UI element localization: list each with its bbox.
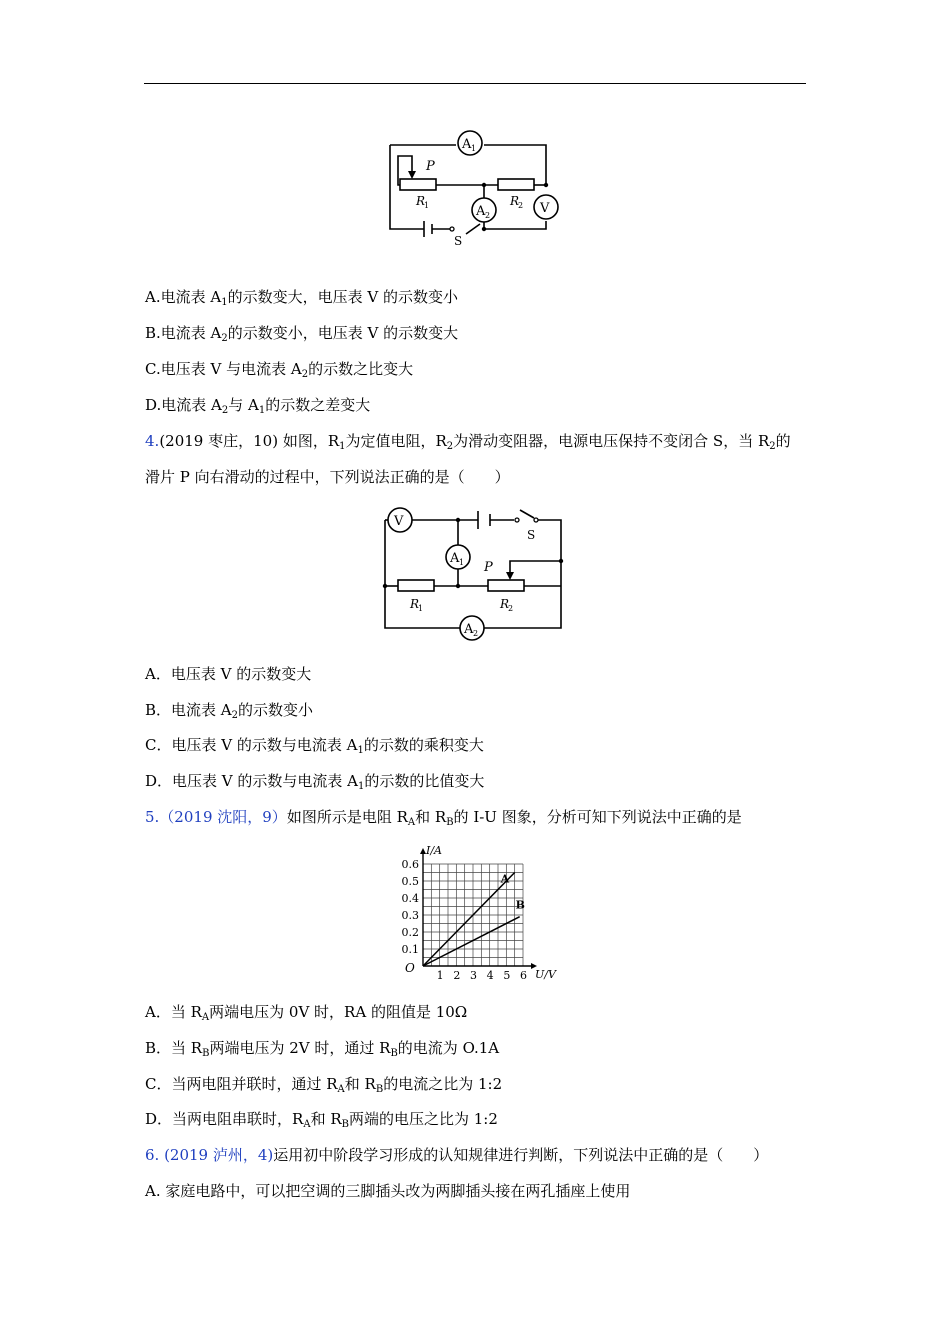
x-tick-label: 5: [503, 969, 511, 982]
q4-r1-resistor: [398, 580, 434, 591]
q5-option-c: C．当两电阻并联时，通过 $R_A$和 $R_B$的电流之比为 1:2: [145, 1075, 503, 1095]
y-tick-label: 0.6: [401, 858, 419, 871]
q5-option-b: B．当 $R_B$两端电压为 2V 时，通过 $R_B$的电流为 O.1A: [145, 1039, 500, 1059]
y-tick-label: 0.4: [401, 892, 419, 905]
x-tick-label: 6: [520, 969, 527, 982]
q5-option-d: D．当两电阻串联时，$R_A$和 $R_B$两端的电压之比为 1:2: [145, 1110, 498, 1130]
y-axis-label: I/A: [426, 844, 442, 857]
svg-text:R: R: [410, 597, 420, 611]
q4-r2-resistor: [488, 580, 524, 591]
svg-text:2: 2: [508, 604, 514, 613]
svg-text:A: A: [476, 204, 486, 219]
svg-text:R: R: [510, 194, 520, 208]
svg-text:2: 2: [485, 211, 491, 220]
q4-option-b: B．电流表 $A_2$的示数变小: [145, 701, 314, 721]
x-tick-label: 3: [470, 969, 477, 982]
svg-text:S: S: [527, 528, 536, 542]
x-tick-label: 2: [453, 969, 461, 982]
q5-stem: 5.（2019 沈阳，9）如图所示是电阻 $R_A$和 $R_B$的 I-U 图象，分析可知下列说法中正确的是: [145, 808, 742, 828]
svg-text:1: 1: [418, 604, 424, 613]
x-axis-label: U/V: [535, 968, 556, 981]
x-tick-label: 1: [436, 969, 444, 982]
q4-option-c: C．电压表 V 的示数与电流表 $A_1$的示数的乘积变大: [145, 736, 484, 756]
series-label-a: A: [500, 872, 510, 886]
q3-circuit-diagram: [380, 125, 570, 250]
header-rule: [144, 83, 806, 84]
svg-text:A: A: [462, 137, 472, 152]
q3-r2-resistor: [498, 179, 534, 190]
origin-label: O: [405, 961, 415, 975]
svg-text:R: R: [500, 597, 510, 611]
q4-circuit-diagram: [380, 505, 570, 645]
y-tick-label: 0.5: [401, 875, 419, 888]
svg-text:R: R: [416, 194, 426, 208]
svg-text:A: A: [464, 622, 474, 637]
q5-iu-chart: [395, 843, 555, 988]
q4-stem-line1: 4.(2019 枣庄，10) 如图，$R_1$为定值电阻，$R_2$为滑动变阻器，电源电压保持不变闭合 S，当 $R_2$的: [145, 432, 791, 452]
y-tick-label: 0.1: [401, 943, 419, 956]
q5-option-a: A．当 $R_A$两端电压为 0V 时，RA 的阻值是 10Ω: [145, 1003, 468, 1023]
svg-text:2: 2: [518, 201, 524, 210]
svg-text:2: 2: [473, 629, 479, 638]
y-tick-label: 0.2: [401, 926, 419, 939]
q4-option-d: D．电压表 V 的示数与电流表 $A_1$的示数的比值变大: [145, 772, 485, 792]
q4-stem-line2: 滑片 P 向右滑动的过程中，下列说法正确的是（ ）: [145, 468, 510, 486]
svg-text:V: V: [540, 201, 550, 216]
svg-text:1: 1: [424, 201, 430, 210]
q3-r1-resistor: [400, 179, 436, 190]
q3-option-c: C.电压表 V 与电流表 $A_2$的示数之比变大: [145, 360, 414, 380]
series-line-b: [423, 917, 520, 966]
q4-option-a: A．电压表 V 的示数变大: [145, 665, 312, 683]
series-line-a: [423, 873, 515, 967]
series-label-b: B: [515, 898, 525, 912]
q3-option-d: D.电流表 $A_2$与 $A_1$的示数之差变大: [145, 396, 371, 416]
svg-text:1: 1: [471, 144, 477, 153]
svg-text:S: S: [454, 234, 463, 248]
x-tick-label: 4: [486, 969, 494, 982]
svg-text:A: A: [450, 551, 460, 566]
q6-stem: 6. (2019 泸州，4)运用初中阶段学习形成的认知规律进行判断，下列说法中正确的是（ ）: [145, 1146, 769, 1164]
svg-text:1: 1: [459, 558, 465, 567]
q6-option-a: A. 家庭电路中，可以把空调的三脚插头改为两脚插头接在两孔插座上使用: [145, 1182, 631, 1200]
y-tick-label: 0.3: [401, 909, 419, 922]
svg-text:V: V: [394, 514, 404, 529]
svg-text:P: P: [484, 560, 493, 575]
q3-option-b: B.电流表 $A_2$的示数变小，电压表 V 的示数变大: [145, 324, 459, 344]
q3-option-a: A.电流表 $A_1$的示数变大，电压表 V 的示数变小: [145, 288, 458, 308]
svg-text:P: P: [426, 159, 435, 174]
